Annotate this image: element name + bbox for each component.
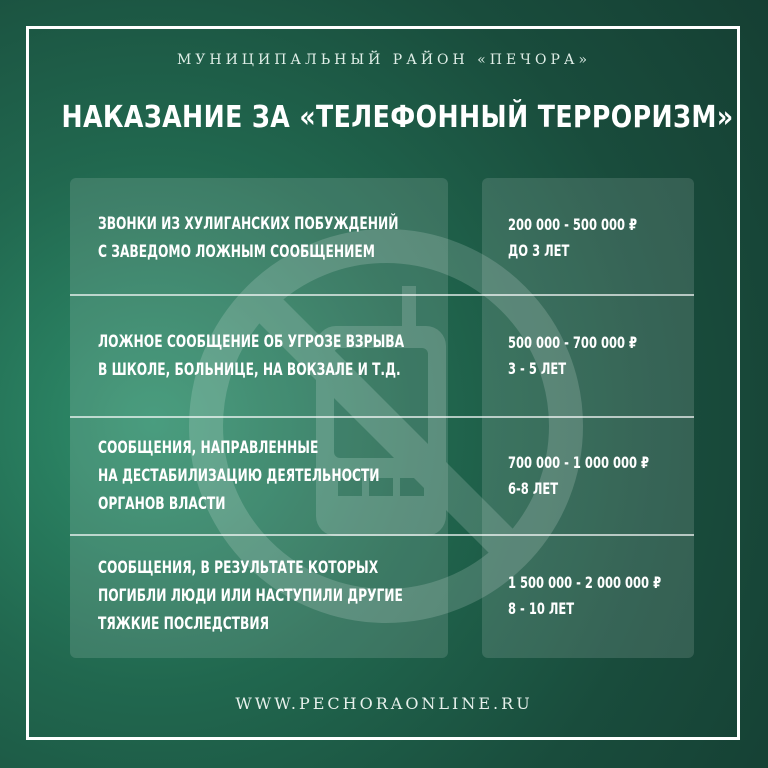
offense-text [98,328,429,384]
row-divider [70,294,694,296]
penalty-text [508,570,674,622]
prison-term: 8 - 10 ЛЕТ [508,599,575,618]
penalty-text [508,212,674,264]
offense-text [98,554,429,638]
row-divider [70,416,694,418]
website-url: WWW.PECHORAONLINE.RU [235,694,533,713]
offense-line: ПОГИБЛИ ЛЮДИ ИЛИ НАСТУПИЛИ ДРУГИЕ [98,586,403,606]
offense-text [98,210,429,266]
prison-term: 6-8 ЛЕТ [508,479,559,498]
offense-text [98,434,429,518]
row-divider [70,534,694,536]
fine-range: 1 500 000 - 2 000 000 ₽ [508,573,662,592]
offense-line: СООБЩЕНИЯ, В РЕЗУЛЬТАТЕ КОТОРЫХ [98,558,379,578]
offense-line: В ШКОЛЕ, БОЛЬНИЦЕ, НА ВОКЗАЛЕ И Т.Д. [98,360,401,380]
offense-line: ТЯЖКИЕ ПОСЛЕДСТВИЯ [98,614,270,634]
prison-term: ДО 3 ЛЕТ [508,241,570,260]
offense-line: С ЗАВЕДОМО ЛОЖНЫМ СООБЩЕНИЕМ [98,242,375,262]
offense-line: ЛОЖНОЕ СООБЩЕНИЕ ОБ УГРОЗЕ ВЗРЫВА [98,332,405,352]
penalty-text [508,450,674,502]
fine-range: 500 000 - 700 000 ₽ [508,333,638,352]
prison-term: 3 - 5 ЛЕТ [508,359,567,378]
offense-line: СООБЩЕНИЯ, НАПРАВЛЕННЫЕ [98,438,319,458]
offense-line: ЗВОНКИ ИЗ ХУЛИГАНСКИХ ПОБУЖДЕНИЙ [98,214,399,234]
fine-range: 700 000 - 1 000 000 ₽ [508,453,650,472]
offense-line: НА ДЕСТАБИЛИЗАЦИЮ ДЕЯТЕЛЬНОСТИ [98,466,380,486]
page-title: НАКАЗАНИЕ ЗА «ТЕЛЕФОННЫЙ ТЕРРОРИЗМ» [61,100,734,135]
penalty-text [508,330,674,382]
subtitle: МУНИЦИПАЛЬНЫЙ РАЙОН «ПЕЧОРА» [176,52,592,68]
fine-range: 200 000 - 500 000 ₽ [508,215,638,234]
offense-line: ОРГАНОВ ВЛАСТИ [98,494,226,514]
